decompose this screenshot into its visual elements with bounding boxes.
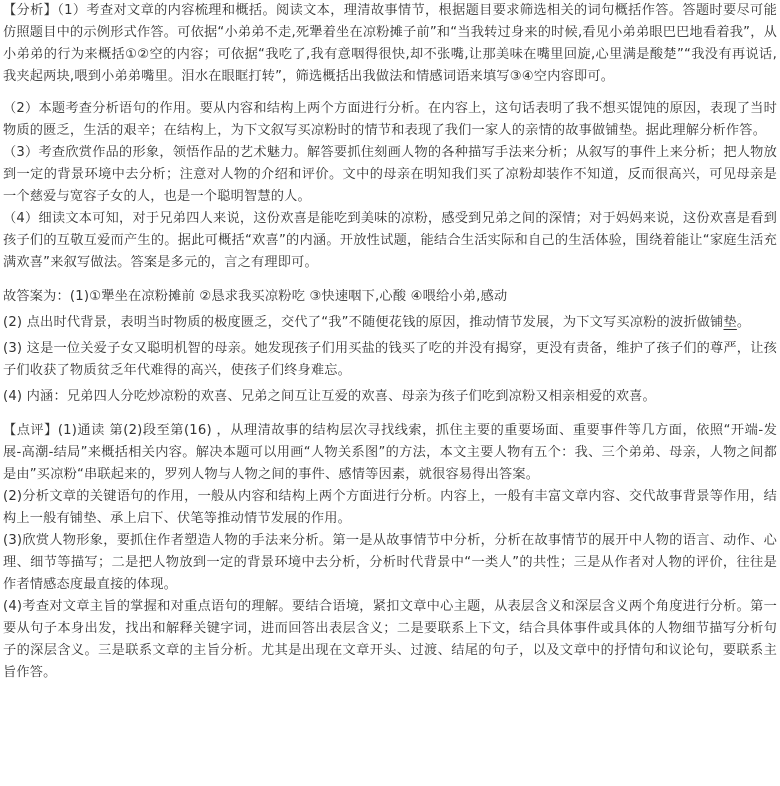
- answer-2-end: 。: [736, 315, 751, 330]
- comment-part-4: (4)考查对文章主旨的掌握和对重点语句的理解。要结合语境，紧扣文章中心主题，从表层含义和深层含义两个角度进行分析。第一要从句子本身出发，找出和解释关键字词，进而回答出表层含义；二是要联系上下文，结合具体事件或具体的人物细节描写分析句子的深层含义。三是联系文章的主旨分析。尤其是出现在文章开头、过渡、结尾的句子，以及文章中的抒情句和议论句，要联系主旨作答。: [3, 599, 777, 680]
- answer-1: 故答案为：(1)①犟坐在凉粉摊前 ②恳求我买凉粉吃 ③快速咽下,心酸 ④喂给小弟,感动: [3, 289, 508, 304]
- comment-part-1: 【点评】(1)通读 第(2)段至第(16) ，从理清故事的结构层次寻找线索，抓住主要的重要场面、重要事件等几方面，依照“开端-发展-高潮-结局”来概括相关内容。解决本题可以用画“人物关系图”的方法，本文主要人物有五个：我、三个弟弟、母亲，人物之间都是由”买凉粉“串联起来的，罗列人物与人物之间的事件、感情等因素，就很容易得出答案。: [3, 423, 777, 482]
- analysis-part-3: （3）考查欣赏作品的形象，领悟作品的艺术魅力。解答要抓住刻画人物的各种描写手法来分析；从叙写的事件上来分析；把人物放到一定的背景环境中去分析；注意对人物的介绍和评价。文中的母亲在明知我们买了凉粉却装作不知道，反而很高兴，可见母亲是一个慈爱与宽容子女的人，也是一个聪明智慧的人。: [3, 145, 777, 204]
- comment-part-3: (3)欣赏人物形象，要抓住作者塑造人物的手法来分析。第一是从故事情节中分析，分析在故事情节的展开中人物的语言、动作、心理、细节等描写；二是把人物放到一定的背景环境中去分析，分析时代背景中“一类人”的共性；三是从作者对人物的评价，往往是作者情感态度最直接的体现。: [3, 533, 777, 592]
- answer-4: (4) 内涵：兄弟四人分吃炒凉粉的欢喜、兄弟之间互让互爱的欢喜、母亲为孩子们吃到凉粉又相亲相爱的欢喜。: [3, 389, 656, 404]
- analysis-part-1: 【分析】（1）考查对文章的内容梳理和概括。阅读文本，理清故事情节，根据题目要求筛选相关的词句概括作答。答题时要尽可能仿照题目中的示例形式作答。可依据“小弟弟不走,死犟着坐在凉粉摊子前”和“当我转过身来的时候,看见小弟弟眼巴巴地看着我”，从小弟弟的行为来概括①②空的内容；可依据“我吃了,我有意咽得很快,却不张嘴,让那美味在嘴里回旋,心里满是酸楚”“我没有再说话,我夹起两块,喂到小弟弟嘴里。泪水在眼眶打转”，筛选概括出我做法和情感词语来填写③④空内容即可。: [3, 3, 777, 84]
- answer-2: [3, 312, 777, 334]
- analysis-part-2: （2）本题考查分析语句的作用。要从内容和结构上两个方面进行分析。在内容上，这句话表明了我不想买馄饨的原因，表现了当时物质的匮乏，生活的艰辛；在结构上，为下文叙写买凉粉时的情节和表现了我们一家人的亲情的故事做铺垫。据此理解分析作答。: [3, 101, 777, 138]
- analysis-part-4: （4）细读文本可知，对于兄弟四人来说，这份欢喜是能吃到美味的凉粉，感受到兄弟之间的深情；对于妈妈来说，这份欢喜是看到孩子们的互敬互爱而产生的。据此可概括“欢喜”的内涵。开放性试题，能结合生活实际和自己的生活体验，围绕着能让“家庭生活充满欢喜”来叙写做法。答案是多元的，言之有理即可。: [3, 211, 777, 270]
- answer-2-underlined: 垫: [723, 315, 737, 330]
- answer-3: (3) 这是一位关爱子女又聪明机智的母亲。她发现孩子们用买盐的钱买了吃的并没有揭穿，更没有责备，维护了孩子们的尊严，让孩子们收获了物质贫乏年代难得的高兴，使孩子们终身难忘。: [3, 341, 777, 378]
- comment-part-2: (2)分析文章的关键语句的作用，一般从内容和结构上两个方面进行分析。内容上，一般有丰富文章内容、交代故事背景等作用，结构上一般有铺垫、承上启下、伏笔等推动情节发展的作用。: [3, 489, 777, 526]
- answer-2-text: (2) 点出时代背景，表明当时物质的极度匮乏，交代了“我”不随便花钱的原因，推动情节发展，为下文写买凉粉的波折做铺: [3, 315, 724, 330]
